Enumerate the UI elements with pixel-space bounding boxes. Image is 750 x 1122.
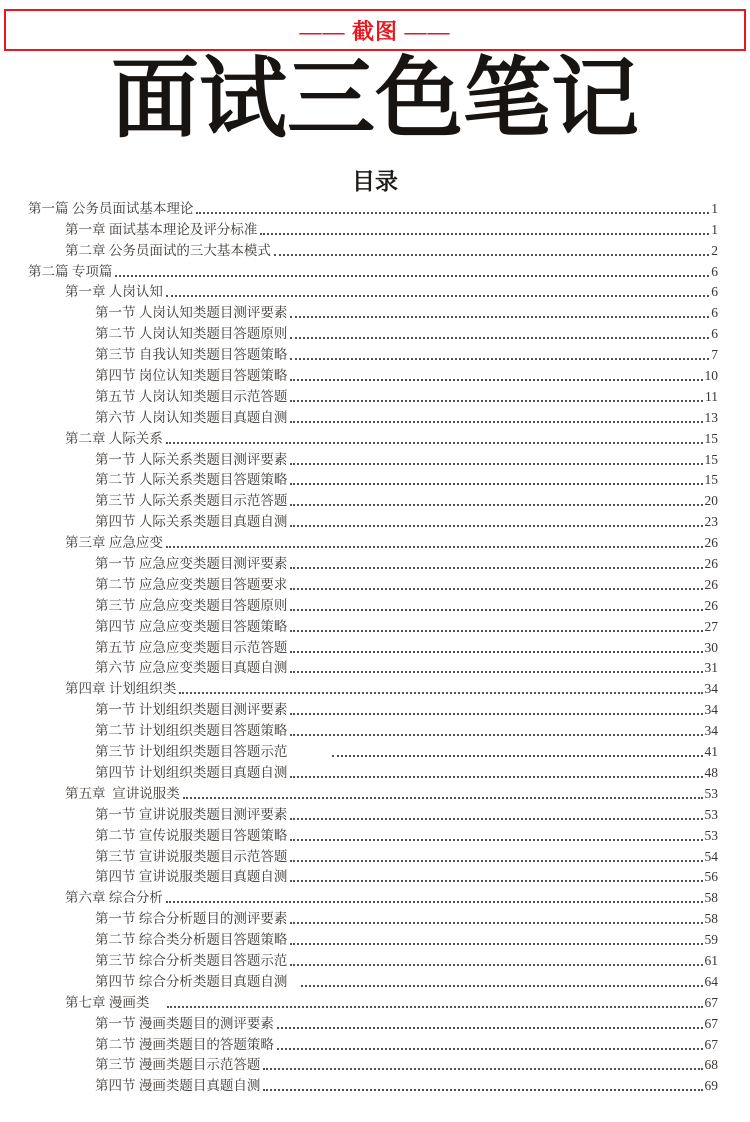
toc-entry bbox=[28, 552, 718, 573]
toc-entry-page: 67 bbox=[704, 994, 718, 1010]
toc-entry bbox=[28, 260, 718, 281]
toc-dot-leader bbox=[290, 316, 709, 318]
toc-entry-page: 6 bbox=[711, 284, 718, 300]
toc-dot-leader bbox=[166, 901, 703, 903]
toc-entry bbox=[28, 448, 718, 469]
toc-dot-leader bbox=[290, 588, 702, 590]
toc-entry bbox=[28, 949, 718, 970]
toc-dot-leader bbox=[290, 713, 702, 715]
toc-entry bbox=[28, 1033, 718, 1054]
toc-dot-leader bbox=[290, 358, 709, 360]
toc-dot-leader bbox=[290, 525, 702, 527]
toc-entry-label: 第六章 综合分析 bbox=[65, 890, 163, 906]
toc-dot-leader bbox=[277, 1048, 703, 1050]
document-title: 面试三色笔记 bbox=[110, 52, 639, 149]
toc-entry bbox=[28, 719, 718, 740]
toc-entry-label: 第四节 岗位认知类题目答题策略 bbox=[95, 368, 288, 384]
toc-entry-label: 第一节 宣讲说服类题目测评要素 bbox=[95, 806, 288, 822]
toc-entry bbox=[28, 343, 718, 364]
toc-entry-label: 第二章 人际关系 bbox=[65, 430, 163, 446]
toc-entry-label: 第三节 应急应变类题目答题原则 bbox=[95, 597, 288, 613]
toc-entry-page: 67 bbox=[704, 1015, 718, 1031]
toc-dot-leader bbox=[260, 233, 709, 235]
toc-dot-leader bbox=[332, 755, 702, 757]
toc-dot-leader bbox=[290, 379, 702, 381]
toc-entry bbox=[28, 510, 718, 531]
toc-dot-leader bbox=[290, 609, 702, 611]
toc-entry bbox=[28, 866, 718, 887]
toc-entry bbox=[28, 594, 718, 615]
toc-entry-label: 第七章 漫画类 bbox=[65, 994, 150, 1010]
toc-entry-label: 第一节 综合分析题目的测评要素 bbox=[95, 911, 288, 927]
toc-dot-leader bbox=[166, 546, 703, 548]
toc-dot-leader bbox=[290, 818, 702, 820]
toc-entry-label: 第一节 漫画类题目的测评要素 bbox=[95, 1015, 274, 1031]
toc-entry-page: 67 bbox=[704, 1036, 718, 1052]
toc-dot-leader bbox=[290, 400, 703, 402]
toc-entry-label: 第二节 漫画类题目的答题策略 bbox=[95, 1036, 274, 1052]
toc-entry-label: 第二节 宣传说服类题目答题策略 bbox=[95, 827, 288, 843]
toc-entry-page: 15 bbox=[704, 430, 718, 446]
toc-entry-page: 58 bbox=[704, 890, 718, 906]
toc-entry-page: 69 bbox=[704, 1078, 718, 1094]
toc-entry-label: 第三节 人际关系类题目示范答题 bbox=[95, 493, 288, 509]
toc-entry-label: 第一章 面试基本理论及评分标准 bbox=[65, 221, 258, 237]
toc-entry-page: 54 bbox=[704, 848, 718, 864]
toc-entry bbox=[28, 740, 718, 761]
toc-dot-leader bbox=[290, 337, 709, 339]
toc-entry bbox=[28, 531, 718, 552]
toc-entry bbox=[28, 824, 718, 845]
toc-entry-page: 41 bbox=[704, 744, 718, 760]
toc-entry-page: 68 bbox=[704, 1057, 718, 1073]
toc-entry bbox=[28, 615, 718, 636]
toc-entry-page: 53 bbox=[704, 806, 718, 822]
toc-entry-label: 第五章 宣讲说服类 bbox=[65, 785, 180, 801]
toc-entry-label: 第四节 漫画类题目真题自测 bbox=[95, 1078, 261, 1094]
toc-dot-leader bbox=[290, 943, 702, 945]
toc-entry-label: 第二节 人际关系类题目答题策略 bbox=[95, 472, 288, 488]
toc-entry-page: 59 bbox=[704, 932, 718, 948]
toc-entry bbox=[28, 573, 718, 594]
toc-entry-page: 20 bbox=[704, 493, 718, 509]
toc-entry-page: 34 bbox=[704, 681, 718, 697]
toc-entry-page: 27 bbox=[704, 618, 718, 634]
toc-dot-leader bbox=[290, 421, 702, 423]
toc-entry bbox=[28, 322, 718, 343]
toc-entry-label: 第三节 自我认知类题目答题策略 bbox=[95, 347, 288, 363]
toc-entry-page: 13 bbox=[704, 409, 718, 425]
screenshot-banner-label: —— 截图 —— bbox=[299, 18, 451, 44]
toc-entry-page: 23 bbox=[704, 514, 718, 530]
toc-dot-leader bbox=[263, 1089, 702, 1091]
toc-entry-page: 15 bbox=[704, 451, 718, 467]
toc-entry-page: 53 bbox=[704, 785, 718, 801]
toc-entry-page: 48 bbox=[704, 764, 718, 780]
toc-entry bbox=[28, 761, 718, 782]
toc-list bbox=[28, 197, 718, 1095]
toc-dot-leader bbox=[115, 275, 709, 277]
toc-entry-label: 第二节 计划组织类题目答题策略 bbox=[95, 723, 288, 739]
toc-entry bbox=[28, 782, 718, 803]
toc-entry bbox=[28, 928, 718, 949]
toc-entry-page: 31 bbox=[704, 660, 718, 676]
toc-dot-leader bbox=[277, 1027, 703, 1029]
toc-dot-leader bbox=[166, 295, 709, 297]
toc-entry bbox=[28, 970, 718, 991]
toc-entry bbox=[28, 218, 718, 239]
toc-dot-leader bbox=[290, 671, 702, 673]
toc-entry bbox=[28, 385, 718, 406]
toc-entry bbox=[28, 469, 718, 490]
toc-entry-page: 6 bbox=[711, 263, 718, 279]
toc-heading: 目录 bbox=[352, 169, 398, 194]
toc-entry-label: 第二节 综合类分析题目答题策略 bbox=[95, 932, 288, 948]
toc-entry-label: 第四节 宣讲说服类题目真题自测 bbox=[95, 869, 288, 885]
toc-entry bbox=[28, 281, 718, 302]
toc-dot-leader bbox=[290, 734, 702, 736]
toc-entry bbox=[28, 886, 718, 907]
toc-entry-page: 11 bbox=[705, 388, 718, 404]
toc-entry-page: 58 bbox=[704, 911, 718, 927]
toc-entry-label: 第一节 计划组织类题目测评要素 bbox=[95, 702, 288, 718]
toc-dot-leader bbox=[167, 1006, 702, 1008]
toc-entry bbox=[28, 239, 718, 260]
toc-entry-label: 第三节 计划组织类题目答题示范 bbox=[95, 744, 288, 760]
toc-dot-leader bbox=[290, 483, 702, 485]
toc-entry-label: 第三节 综合分析类题目答题示范 bbox=[95, 952, 288, 968]
toc-entry-label: 第一节 人岗认知类题目测评要素 bbox=[95, 305, 288, 321]
toc-entry bbox=[28, 364, 718, 385]
toc-entry bbox=[28, 636, 718, 657]
toc-dot-leader bbox=[290, 630, 702, 632]
toc-dot-leader bbox=[179, 692, 702, 694]
toc-entry-label: 第二章 公务员面试的三大基本模式 bbox=[65, 242, 271, 258]
toc-entry-label: 第六节 应急应变类题目真题自测 bbox=[95, 660, 288, 676]
toc-entry-label: 第三节 宣讲说服类题目示范答题 bbox=[95, 848, 288, 864]
toc-entry-page: 26 bbox=[704, 535, 718, 551]
toc-entry-label: 第五节 应急应变类题目示范答题 bbox=[95, 639, 288, 655]
toc-entry bbox=[28, 197, 718, 218]
toc-entry-page: 26 bbox=[704, 576, 718, 592]
toc-entry bbox=[28, 301, 718, 322]
toc-entry-label: 第一篇 公务员面试基本理论 bbox=[28, 200, 194, 216]
toc-dot-leader bbox=[166, 442, 703, 444]
toc-entry-page: 26 bbox=[704, 597, 718, 613]
toc-entry-label: 第四节 计划组织类题目真题自测 bbox=[95, 764, 288, 780]
toc-entry-label: 第一节 应急应变类题目测评要素 bbox=[95, 556, 288, 572]
toc-entry-label: 第二节 人岗认知类题目答题原则 bbox=[95, 326, 288, 342]
toc-entry bbox=[28, 427, 718, 448]
toc-dot-leader bbox=[290, 504, 702, 506]
toc-entry-page: 34 bbox=[704, 702, 718, 718]
toc-entry-label: 第四节 应急应变类题目答题策略 bbox=[95, 618, 288, 634]
toc-entry-page: 1 bbox=[711, 200, 718, 216]
toc-dot-leader bbox=[290, 922, 702, 924]
toc-dot-leader bbox=[274, 254, 709, 256]
toc-entry-page: 7 bbox=[711, 347, 718, 363]
toc-entry bbox=[28, 1012, 718, 1033]
toc-entry bbox=[28, 845, 718, 866]
toc-entry bbox=[28, 991, 718, 1012]
toc-entry-page: 64 bbox=[704, 973, 718, 989]
toc-dot-leader bbox=[290, 964, 702, 966]
toc-entry bbox=[28, 406, 718, 427]
toc-entry-page: 10 bbox=[704, 368, 718, 384]
toc-entry bbox=[28, 489, 718, 510]
toc-entry-page: 61 bbox=[704, 952, 718, 968]
toc-entry bbox=[28, 698, 718, 719]
toc-entry-label: 第三章 应急应变 bbox=[65, 535, 163, 551]
toc-entry-page: 56 bbox=[704, 869, 718, 885]
toc-entry-label: 第三节 漫画类题目示范答题 bbox=[95, 1057, 261, 1073]
toc-entry-page: 6 bbox=[711, 326, 718, 342]
toc-entry-page: 6 bbox=[711, 305, 718, 321]
toc-entry-label: 第四章 计划组织类 bbox=[65, 681, 177, 697]
toc-dot-leader bbox=[196, 212, 709, 214]
toc-entry bbox=[28, 657, 718, 678]
screenshot-banner bbox=[4, 9, 746, 51]
toc-entry-page: 34 bbox=[704, 723, 718, 739]
toc-entry-label: 第二节 应急应变类题目答题要求 bbox=[95, 576, 288, 592]
toc-dot-leader bbox=[290, 880, 702, 882]
toc-dot-leader bbox=[290, 860, 702, 862]
toc-entry-label: 第四节 人际关系类题目真题自测 bbox=[95, 514, 288, 530]
toc-entry-label: 第一节 人际关系类题目测评要素 bbox=[95, 451, 288, 467]
toc-entry-page: 2 bbox=[711, 242, 718, 258]
toc-dot-leader bbox=[290, 839, 702, 841]
toc-dot-leader bbox=[290, 567, 702, 569]
toc-entry-label: 第四节 综合分析类题目真题自测 bbox=[95, 973, 288, 989]
toc-dot-leader bbox=[290, 463, 702, 465]
toc-entry bbox=[28, 677, 718, 698]
toc-entry bbox=[28, 907, 718, 928]
toc-entry-page: 26 bbox=[704, 556, 718, 572]
toc-entry-page: 30 bbox=[704, 639, 718, 655]
toc-entry bbox=[28, 1054, 718, 1075]
toc-entry-label: 第二篇 专项篇 bbox=[28, 263, 113, 279]
toc-entry-page: 1 bbox=[711, 221, 718, 237]
toc-dot-leader bbox=[290, 651, 702, 653]
toc-entry bbox=[28, 803, 718, 824]
toc-entry-label: 第六节 人岗认知类题目真题自测 bbox=[95, 409, 288, 425]
toc-entry-label: 第五节 人岗认知类题目示范答题 bbox=[95, 388, 288, 404]
toc-entry-label: 第一章 人岗认知 bbox=[65, 284, 163, 300]
toc-dot-leader bbox=[301, 985, 702, 987]
toc-dot-leader bbox=[290, 776, 702, 778]
toc-dot-leader bbox=[263, 1068, 702, 1070]
toc-entry bbox=[28, 1074, 718, 1095]
toc-entry-page: 15 bbox=[704, 472, 718, 488]
toc-dot-leader bbox=[183, 797, 703, 799]
toc-entry-page: 53 bbox=[704, 827, 718, 843]
